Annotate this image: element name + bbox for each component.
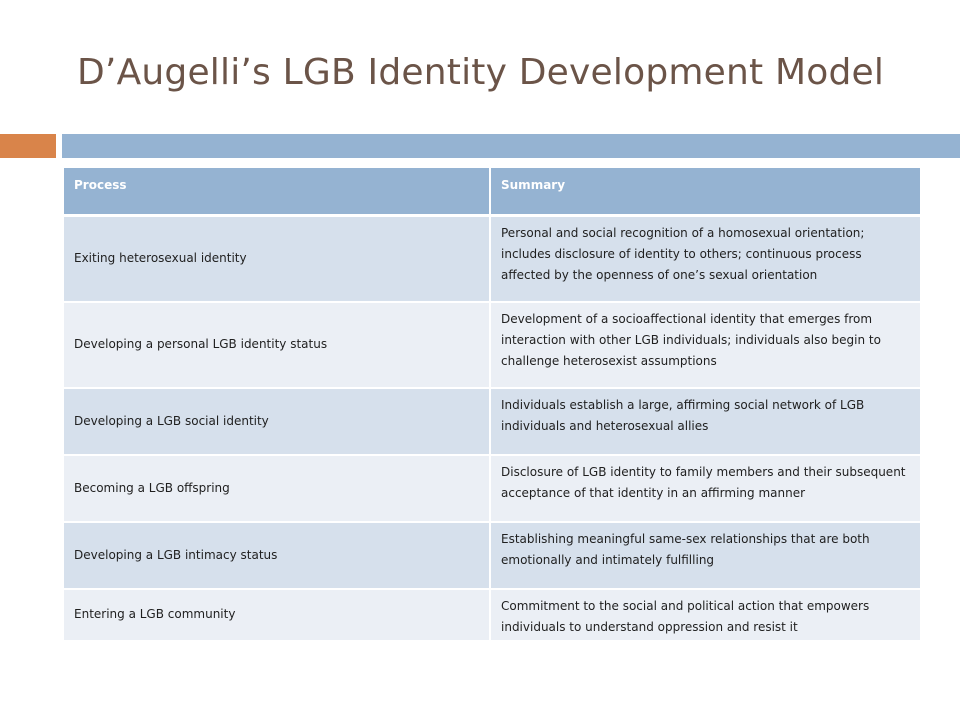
summary-cell: Individuals establish a large, affirming social network of LGB individuals and heterosexual allies [490,388,920,455]
process-cell: Developing a LGB social identity [64,388,490,455]
table-row [64,522,920,589]
process-cell: Becoming a LGB offspring [64,455,490,522]
summary-cell: Personal and social recognition of a homosexual orientation; includes disclosure of identity to others; continuous process affected by the openness of one’s sexual orientation [490,216,920,302]
header-summary: Summary [490,168,920,216]
summary-cell: Development of a socioaffectional identity that emerges from interaction with other LGB individuals; individuals also begin to challenge heterosexist assumptions [490,302,920,388]
process-cell: Developing a personal LGB identity status [64,302,490,388]
identity-model-table [64,168,920,642]
table-row [64,216,920,302]
process-cell: Developing a LGB intimacy status [64,522,490,589]
summary-cell: Commitment to the social and political action that empowers individuals to understand oppression and resist it [490,589,920,641]
process-cell: Entering a LGB community [64,589,490,641]
table-row [64,589,920,641]
header-process: Process [64,168,490,216]
slide-title: D’Augelli’s LGB Identity Development Model [77,52,885,93]
summary-cell: Disclosure of LGB identity to family members and their subsequent acceptance of that identity in an affirming manner [490,455,920,522]
accent-bar-orange [0,134,56,158]
table-header-row [64,168,920,216]
process-cell: Exiting heterosexual identity [64,216,490,302]
summary-cell: Establishing meaningful same-sex relationships that are both emotionally and intimately fulfilling [490,522,920,589]
table-row [64,455,920,522]
table-row [64,388,920,455]
table-row [64,302,920,388]
accent-bar-blue [62,134,960,158]
